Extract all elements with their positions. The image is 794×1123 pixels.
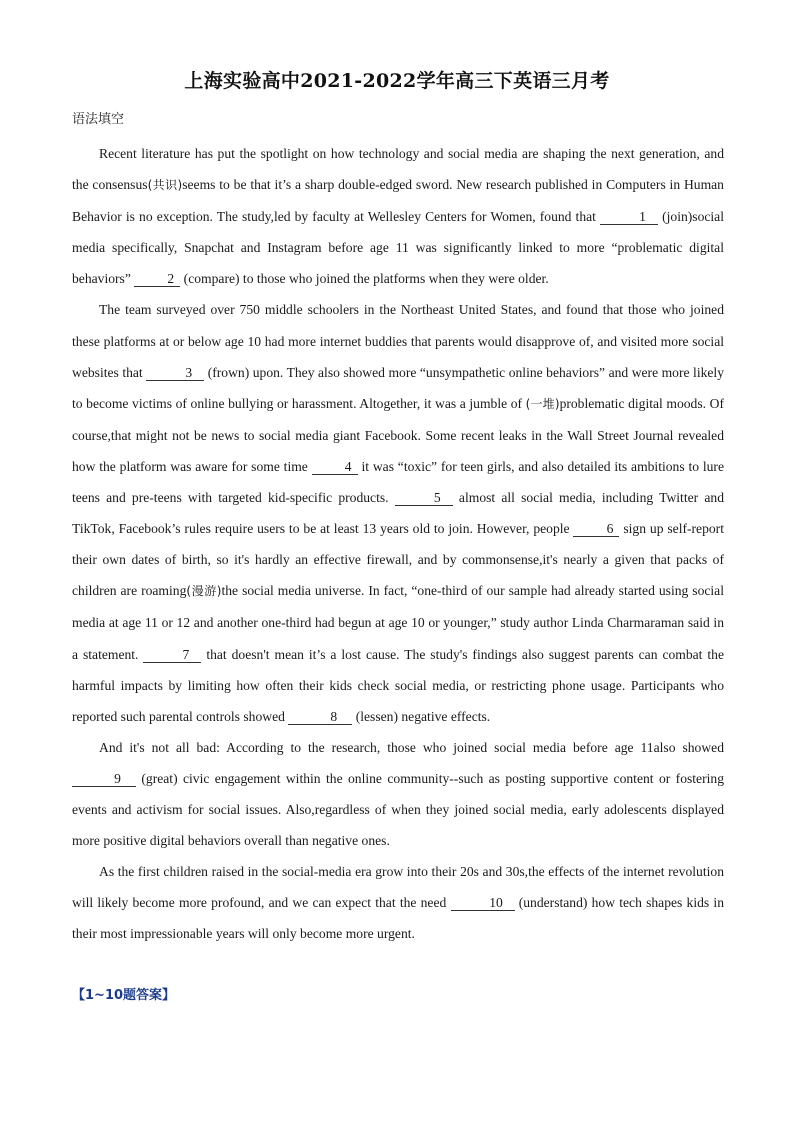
blank-9[interactable]: 9 <box>72 771 136 787</box>
blank-5[interactable]: 5 <box>395 490 453 506</box>
text-span: (great) civic engagement within the online community--such as posting supportive content or fostering events and activism for social issues. Also,regardless of when they joined social media, early adolescents displayed more positive digital behaviors overall than negative ones. <box>72 770 724 849</box>
text-span: the social media universe. In fact, “one-third of our sample had already started using social media at age 11 or 12 and another one-third had begun at age 10 or younger,” study author Linda Charmaraman said in a statement. <box>72 583 724 662</box>
blank-3[interactable]: 3 <box>146 365 204 381</box>
blank-8[interactable]: 8 <box>288 709 352 725</box>
passage <box>72 138 724 949</box>
text-span: As the first children raised in the social-media era grow into their 20s and 30s,the effects of the internet revolution will likely become more profound, and we can expect that the need <box>72 864 724 911</box>
text-span: (一堆) <box>525 396 560 411</box>
blank-4[interactable]: 4 <box>312 459 358 475</box>
text-span: (漫游) <box>186 584 222 599</box>
blank-2[interactable]: 2 <box>134 271 180 287</box>
paragraph-4 <box>72 856 724 949</box>
text-span: almost all social media, including Twitter and TikTok, Facebook’s rules require users to be at least 13 years old to join. However, people <box>72 490 724 537</box>
text-span: (compare) to those who joined the platforms when they were older. <box>180 271 549 287</box>
paragraph-3 <box>72 732 724 856</box>
blank-7[interactable]: 7 <box>143 647 201 663</box>
text-span: problematic digital moods. Of course,that might not be news to social media giant Facebook. Some recent leaks in the Wall Street Journal revealed how the platform was aware for some time <box>72 395 724 474</box>
text-span: (join)social media specifically, Snapchat and Instagram before age 11 was significantly linked to more “problematic digital behaviors” <box>72 209 724 287</box>
text-span: (understand) how tech shapes kids in their most impressionable years will only become more urgent. <box>72 895 724 942</box>
text-span: (共识) <box>147 178 183 193</box>
section-heading: 语法填空 <box>72 112 125 127</box>
text-span: it was “toxic” for teen girls, and also detailed its ambitions to lure teens and pre-teens with targeted kid-specific products. <box>72 458 724 506</box>
text-span: sign up self-report their own dates of birth, so it's hardly an effective firewall, and by commonsense,it's nearly a given that packs of children are roaming <box>72 521 724 599</box>
blank-6[interactable]: 6 <box>573 521 619 537</box>
paragraph-1 <box>72 138 724 294</box>
text-span: that doesn't mean it’s a lost cause. The study's findings also suggest parents can combat the harmful impacts by limiting how often their kids check social media, or restricting phone usage. Participants who reported such parental controls showed <box>72 646 724 724</box>
blank-1[interactable]: 1 <box>600 209 658 225</box>
text-span: The team surveyed over 750 middle schoolers in the Northeast United States, and found that those who joined these platforms at or below age 10 had more internet buddies that parents would disapprove of, and visited more social websites that <box>72 302 724 380</box>
text-span: (lessen) negative effects. <box>352 708 491 724</box>
answer-heading: 【1~10题答案】 <box>72 988 176 1003</box>
page-title: 上海实验高中2021-2022学年高三下英语三月考 <box>184 70 610 92</box>
paragraph-2 <box>72 294 724 731</box>
text-span: Recent literature has put the spotlight on how technology and social media are shaping the next generation, and the consensus <box>72 146 724 193</box>
text-span: (frown) upon. They also showed more “unsympathetic online behaviors” and were more likely to become victims of online bullying or harassment. Altogether, it was a jumble of <box>72 364 725 411</box>
text-span: seems to be that it’s a sharp double-edged sword. New research published in Computers in Human Behavior is no exception. The study,led by faculty at Wellesley Centers for Women, found that <box>72 177 724 225</box>
text-span: And it's not all bad: According to the research, those who joined social media before age 11also showed <box>99 739 724 755</box>
blank-10[interactable]: 10 <box>451 895 515 911</box>
